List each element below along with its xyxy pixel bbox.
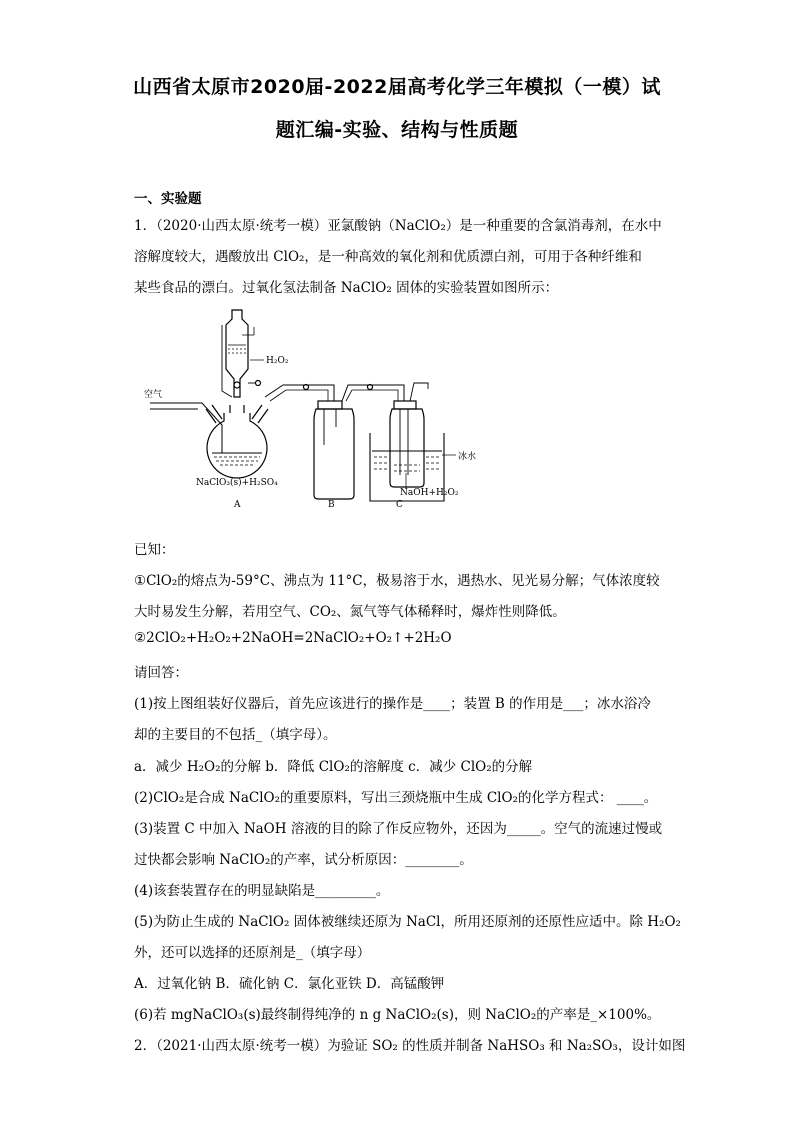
subquestion-3-line1: (3)装置 C 中加入 NaOH 溶液的目的除了作反应物外，还因为_____。空气的流速过慢或 <box>134 821 663 837</box>
doc-title-line1: 山西省太原市2020届-2022届高考化学三年模拟（一模）试 <box>133 76 661 98</box>
subquestion-5-options: A．过氧化钠 B．硫化钠 C．氯化亚铁 D．高锰酸钾 <box>134 976 445 992</box>
known-item1-line1: ①ClO₂的熔点为-59°C、沸点为 11°C，极易溶于水，遇热水、见光易分解；气体浓度较 <box>134 573 660 589</box>
subquestion-5-line2: 外，还可以选择的还原剂是_（填字母） <box>134 945 371 961</box>
figure-label-c: C <box>396 500 403 510</box>
subquestion-2: (2)ClO₂是合成 NaClO₂的重要原料，写出三颈烧瓶中生成 ClO₂的化学方程式： ____。 <box>134 790 658 806</box>
section-heading: 一、实验题 <box>134 191 202 207</box>
known-item2-equation: ②2ClO₂+H₂O₂+2NaOH=2NaClO₂+O₂↑+2H₂O <box>134 630 452 646</box>
subquestion-1-line1: (1)按上图组装好仪器后，首先应该进行的操作是____；装置 B 的作用是___；冰水浴冷 <box>134 696 651 712</box>
answer-prompt: 请回答： <box>134 665 188 681</box>
subquestion-1-options: a．减少 H₂O₂的分解 b．降低 ClO₂的溶解度 c．减少 ClO₂的分解 <box>134 759 533 775</box>
subquestion-5-line1: (5)为防止生成的 NaClO₂ 固体被继续还原为 NaCl，所用还原剂的还原性应适中。除 H₂O₂ <box>134 914 681 930</box>
subquestion-3-line2: 过快都会影响 NaClO₂的产率，试分析原因：________。 <box>134 852 473 868</box>
q1-intro-line2: 溶解度较大，遇酸放出 ClO₂，是一种高效的氧化剂和优质漂白剂，可用于各种纤维和 <box>134 249 642 265</box>
apparatus-figure <box>138 305 478 515</box>
figure-label-b: B <box>328 500 335 510</box>
figure-label-flask-contents: NaClO₃(s)+H₂SO₄ <box>196 478 278 488</box>
q1-intro-line3: 某些食品的漂白。过氧化氢法制备 NaClO₂ 固体的实验装置如图所示： <box>134 280 559 296</box>
subquestion-6: (6)若 mgNaClO₃(s)最终制得纯净的 n g NaClO₂(s)，则 NaClO₂的产率是_×100%。 <box>134 1007 661 1023</box>
subquestion-4: (4)该套装置存在的明显缺陷是_________。 <box>134 883 390 899</box>
figure-label-air: 空气 <box>144 390 163 400</box>
doc-title-line2: 题汇编-实验、结构与性质题 <box>275 119 519 141</box>
figure-label-h2o2: H₂O₂ <box>266 356 289 366</box>
q2-intro-line1: 2．（2021·山西太原·统考一模）为验证 SO₂ 的性质并制备 NaHSO₃ 和 Na₂SO₃，设计如图 <box>134 1038 686 1054</box>
subquestion-1-line2: 却的主要目的不包括_（填字母）。 <box>134 727 337 743</box>
figure-label-c-solution: NaOH+H₂O₂ <box>400 488 459 498</box>
figure-label-a: A <box>234 500 241 510</box>
known-label: 已知： <box>134 542 175 558</box>
q1-intro-line1: 1．（2020·山西太原·统考一模）亚氯酸钠（NaClO₂）是一种重要的含氯消毒剂，在水中 <box>134 218 662 234</box>
known-item1-line2: 大时易发生分解，若用空气、CO₂、氮气等气体稀释时，爆炸性则降低。 <box>134 604 566 620</box>
figure-label-ice-water: 冰水 <box>458 452 477 462</box>
